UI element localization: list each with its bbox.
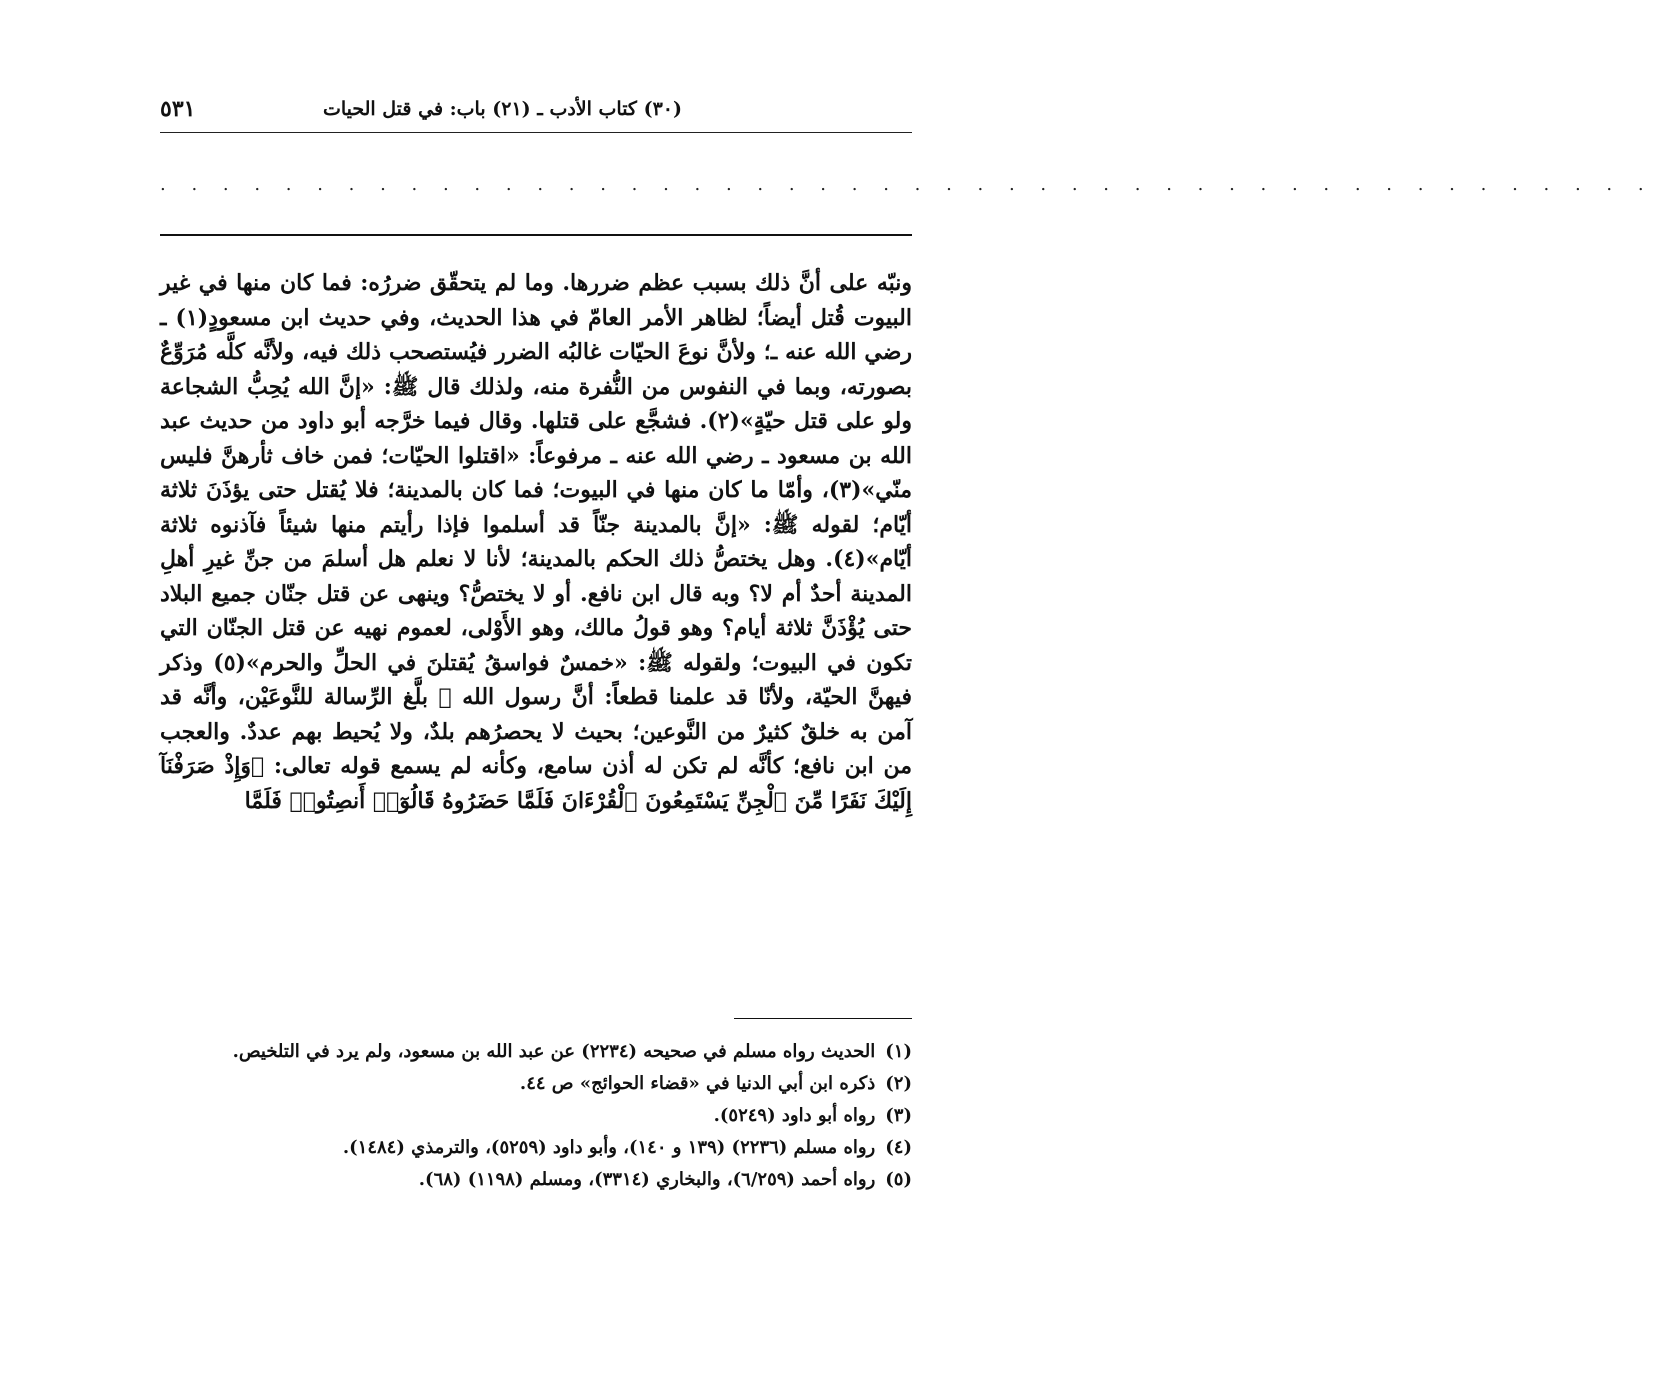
footnote [160, 1100, 912, 1132]
footnote [160, 1036, 912, 1068]
footnote-text: رواه أبو داود (٥٢٤٩). [713, 1105, 876, 1126]
footnote-number: (٣) [885, 1105, 912, 1126]
footnote-number: (١) [885, 1041, 912, 1062]
footnote-text: رواه مسلم (٢٢٣٦) (١٣٩ و ١٤٠)، وأبو داود (٥٢٥٩)، والترمذي (١٤٨٤). [342, 1137, 876, 1158]
footnote [160, 1132, 912, 1164]
footnote [160, 1068, 912, 1100]
footnote-number: (٥) [885, 1169, 912, 1190]
header-title: (٣٠) كتاب الأدب ـ (٢١) باب: في قتل الحيات [322, 98, 682, 120]
running-header [160, 92, 912, 133]
section-divider [160, 234, 912, 236]
footnotes [160, 1036, 912, 1196]
main-text [160, 266, 912, 818]
footnote-number: (٢) [885, 1073, 912, 1094]
footnote-text: الحديث رواه مسلم في صحيحه (٢٢٣٤) عن عبد الله بن مسعود، ولم يرد في التلخيص. [232, 1041, 876, 1062]
main-paragraph: ونبّه على أنَّ ذلك بسبب عظم ضررها. وما لم يتحقّق ضررُه: فما كان منها في غير البيوت قُتل أيضاً؛ لظاهر الأمر العامّ في هذا الحديث، وفي حديث ابن مسعودٍ(١) ـ رضي الله عنه ـ؛ ولأنَّ نوعَ الحيّات غالبُه الضرر فيُستصحب ذلك فيه، ولأنَّه كلَّه مُرَوِّعٌ بصورته، وبما في النفوس من النُّفرة منه، ولذلك قال ﷺ: «إنَّ الله يُحِبُّ الشجاعة ولو على قتل حيّةٍ»(٢). فشجَّع على قتلها. وقال فيما خرَّجه أبو داود من حديث عبد الله بن مسعود ـ رضي الله عنه ـ مرفوعاً: «اقتلوا الحيّات؛ فمن خاف ثأرهنَّ فليس منّي»(٣)، وأمّا ما كان منها في البيوت؛ فما كان بالمدينة؛ فلا يُقتل حتى يؤذَنَ ثلاثة أيّام؛ لقوله ﷺ: «إنَّ بالمدينة جنّاً قد أسلموا فإذا رأيتم منها شيئاً فآذنوه ثلاثة أيّام»(٤). وهل يختصُّ ذلك الحكم بالمدينة؛ لأنا لا نعلم هل أسلمَ من جنِّ غيرِ أهلِ المدينة أحدٌ أم لا؟ وبه قال ابن نافع. أو لا يختصُّ؟ وينهى عن قتل جنّان جميع البلاد حتى يُؤْذَنَّ ثلاثة أيام؟ وهو قولُ مالك، وهو الأَوْلى، لعموم نهيه عن قتل الجنّان التي تكون في البيوت؛ ولقوله ﷺ: «خمسٌ فواسقُ يُقتلنَ في الحلِّ والحرم»(٥) وذكر فيهنَّ الحيّة، ولأنّا قد علمنا قطعاً: أنَّ رسول الله ﷺ بلَّغ الرِّسالة للنَّوعَيْن، وأنَّه قد آمن به خلقٌ كثيرٌ من النَّوعين؛ بحيث لا يحصرُهم بلدٌ، ولا يُحيط بهم عددٌ. والعجب من ابن نافع؛ كأنَّه لم تكن له أذن سامع، وكأنه لم يسمع قوله تعالى: ﴿وَإِذْ صَرَفْنَآ إِلَيْكَ نَفَرًا مِّنَ ٱلْجِنِّ يَسْتَمِعُونَ ٱلْقُرْءَانَ فَلَمَّا حَضَرُوهُ قَالُوٓا۟ أَنصِتُوا۟ فَلَمَّا [160, 270, 913, 814]
footnote-divider [734, 1018, 912, 1019]
footnote [160, 1164, 912, 1196]
page-number: ٥٣١ [160, 96, 196, 122]
footnote-number: (٤) [885, 1137, 912, 1158]
ellipsis-dots: . . . . . . . . . . . . . . . . . . . . . . . . . . . . . . . . . . . . . . . . . . . . . . . . [160, 174, 1654, 195]
footnote-text: رواه أحمد (٦/٢٥٩)، والبخاري (٣٣١٤)، ومسلم (١١٩٨) (٦٨). [418, 1169, 876, 1190]
footnote-text: ذكره ابن أبي الدنيا في «قضاء الحوائج» ص ٤٤. [519, 1073, 876, 1094]
